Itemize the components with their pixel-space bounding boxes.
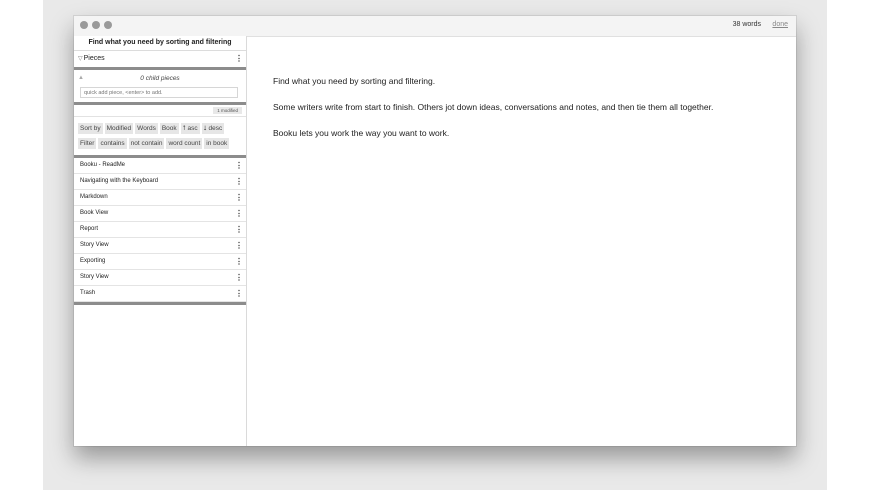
list-item-label: Markdown (80, 194, 108, 200)
list-item-label: Booku - ReadMe (80, 162, 126, 168)
list-item[interactable] (74, 286, 246, 302)
list-item[interactable] (74, 254, 246, 270)
more-icon[interactable]: ⋮ (235, 161, 243, 170)
pieces-label: Pieces (83, 55, 105, 62)
list-item-label: Trash (80, 290, 96, 296)
more-icon[interactable]: ⋮ (235, 289, 243, 298)
filter-label: Filter (80, 140, 95, 147)
filter-word-count-button[interactable]: word count (168, 140, 201, 147)
pieces-selector[interactable] (74, 51, 246, 70)
more-icon[interactable]: ⋮ (235, 241, 243, 250)
divider (74, 302, 246, 305)
done-button[interactable]: done (772, 21, 788, 28)
close-window-button[interactable] (80, 21, 88, 29)
app-window (74, 16, 796, 446)
filter-contains-button[interactable]: contains (100, 140, 125, 147)
more-icon[interactable]: ⋮ (235, 177, 243, 186)
list-item[interactable] (74, 190, 246, 206)
list-item[interactable] (74, 174, 246, 190)
warning-triangle-icon: ▲ (78, 75, 84, 81)
sort-toolbar (78, 121, 242, 136)
sort-asc-button[interactable]: ⭡ asc (182, 125, 198, 132)
quick-add-input[interactable] (80, 87, 238, 98)
sort-words-button[interactable]: Words (137, 125, 156, 132)
list-item[interactable] (74, 270, 246, 286)
child-pieces-count: 0 child pieces (140, 75, 180, 82)
list-item-label: Exporting (80, 258, 106, 264)
zoom-window-button[interactable] (104, 21, 112, 29)
more-icon[interactable]: ⋮ (235, 257, 243, 266)
more-icon[interactable]: ⋮ (235, 209, 243, 218)
sort-desc-button[interactable]: ⭣ desc (203, 125, 223, 132)
more-icon[interactable]: ⋮ (235, 225, 243, 234)
modified-row (74, 105, 246, 117)
list-item[interactable] (74, 238, 246, 254)
paragraph: Some writers write from start to finish. Others jot down ideas, conversations and notes, and then tie them all together. (273, 102, 714, 112)
funnel-icon: ▽ (78, 56, 83, 62)
more-icon[interactable]: ⋮ (235, 273, 243, 282)
list-item-label: Book View (80, 210, 109, 216)
filter-not-contain-button[interactable]: not contain (130, 140, 163, 147)
title-bar (74, 16, 796, 37)
list-item-label: Navigating with the Keyboard (80, 178, 159, 184)
pieces-list (74, 155, 246, 305)
paragraph: Find what you need by sorting and filtering. (273, 76, 436, 86)
paragraph: Booku lets you work the way you want to work. (273, 128, 450, 138)
filter-in-book-button[interactable]: in book (206, 140, 228, 147)
filter-toolbar (78, 136, 242, 151)
sort-by-label: Sort by (80, 125, 101, 132)
editor-content[interactable] (273, 74, 773, 152)
more-icon[interactable]: ⋮ (235, 193, 243, 202)
sidebar-heading: Find what you need by sorting and filtering (74, 36, 246, 51)
list-item[interactable] (74, 158, 246, 174)
list-item[interactable] (74, 222, 246, 238)
child-pieces-row (74, 70, 246, 87)
list-item-label: Story View (80, 242, 109, 248)
more-icon[interactable]: ⋮ (235, 54, 243, 63)
sidebar (74, 36, 247, 446)
sort-book-button[interactable]: Book (161, 125, 177, 132)
list-item-label: Report (80, 226, 99, 232)
word-count: 38 words (732, 21, 761, 28)
modified-badge[interactable]: 1 modified (213, 107, 242, 114)
list-item-label: Story View (80, 274, 109, 280)
list-item[interactable] (74, 206, 246, 222)
sort-modified-button[interactable]: Modified (106, 125, 132, 132)
minimize-window-button[interactable] (92, 21, 100, 29)
